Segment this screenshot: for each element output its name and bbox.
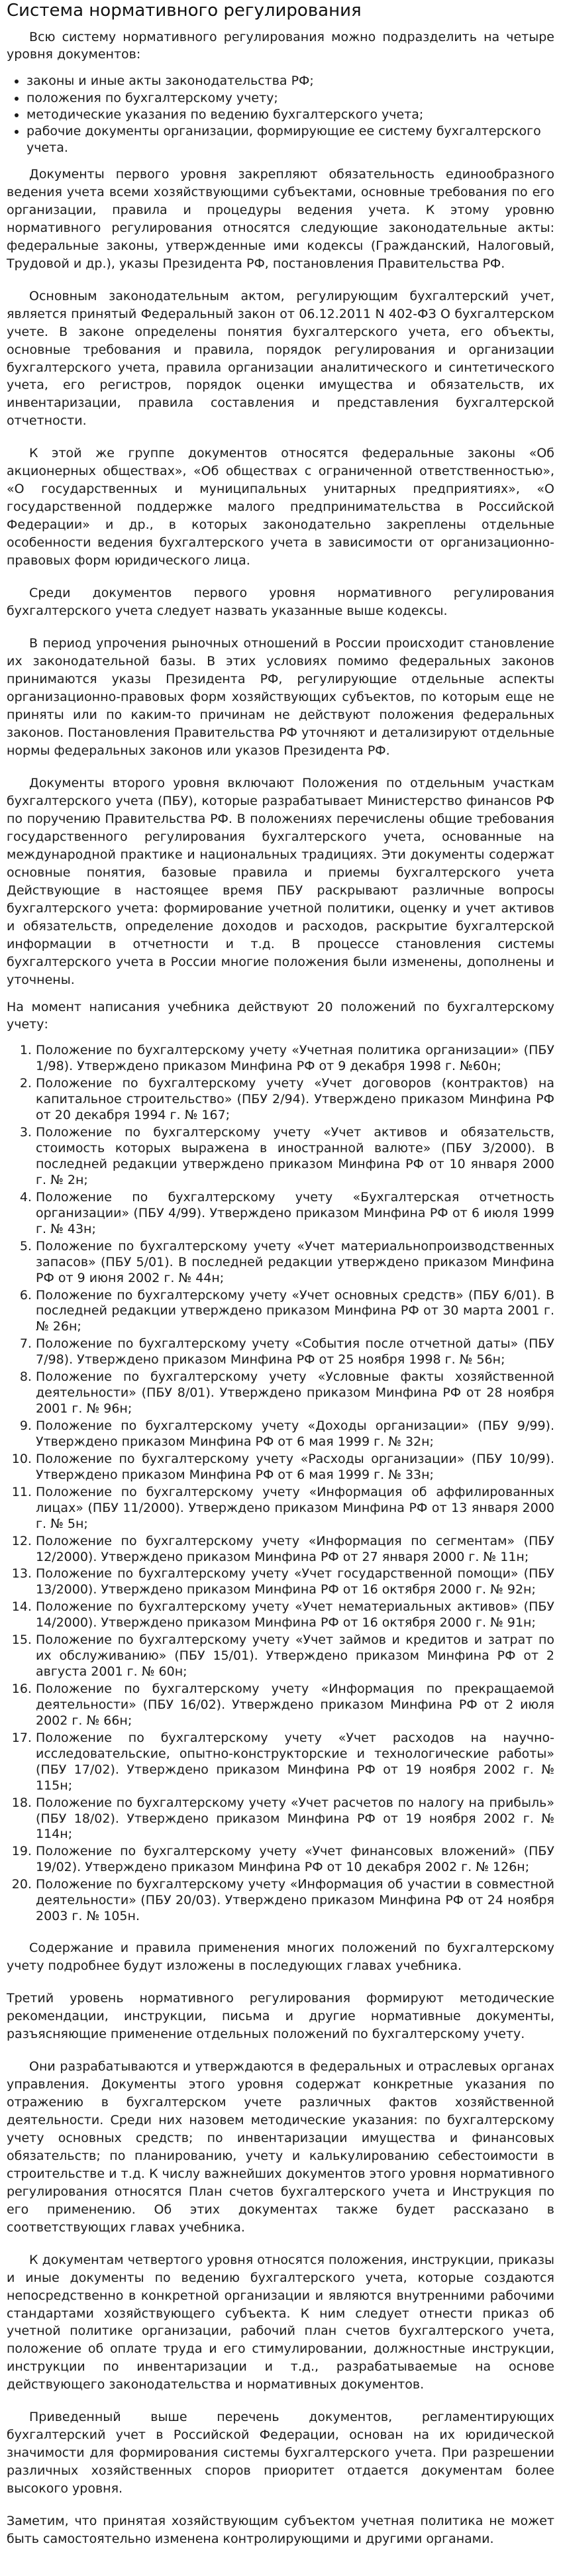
levels-list [7, 73, 554, 156]
list-item: • положения по бухгалтерскому учету; [26, 90, 554, 107]
list-item: 1. Положение по бухгалтерскому учету «Учетная политика организации» (ПБУ 1/98). Утверждено приказом Минфина РФ от 9 декабря 1998 г. №60н; [36, 1043, 554, 1075]
paragraph-pbu-note: Содержание и правила применения многих положений по бухгалтерскому учету подробнее будут изложены в последующих главах учебника. [7, 1941, 554, 1974]
list-item: 16. Положение по бухгалтерскому учету «Информация по прекращаемой деятельности» (ПБУ 16/02). Утверждено приказом Минфина РФ от 2 июля 2002 г. № 66н; [36, 1682, 554, 1729]
list-item: 17. Положение по бухгалтерскому учету «Учет расходов на научно-исследовательские, опытно-конструкторские и технологические работы» (ПБУ 17/02). Утверждено приказом Минфина РФ от 19 ноября 2002 г. № 115н; [36, 1731, 554, 1794]
paragraph-priority: Приведенный выше перечень документов, регламентирующих бухгалтерский учет в Российской Федерации, основан на их юридической значимости для формирования системы бухгалтерского учета. При разрешении различных хозяйственных споров приоритет отдается документам более высокого уровня. [7, 2410, 554, 2496]
intro-paragraph: Всю систему нормативного регулирования можно подразделить на четыре уровня документов: [7, 29, 554, 62]
list-item: 14. Положение по бухгалтерскому учету «Учет нематериальных активов» (ПБУ 14/2000). Утверждено приказом Минфина РФ от 16 октября 2000 г. № 91н; [36, 1599, 554, 1631]
list-item: 12. Положение по бухгалтерскому учету «Информация по сегментам» (ПБУ 12/2000). Утверждено приказом Минфина РФ от 27 января 2000 г. № 11н; [36, 1534, 554, 1566]
list-item: 4. Положение по бухгалтерскому учету «Бухгалтерская отчетность организации» (ПБУ 4/99). Утверждено приказом Минфина РФ от 6 июля 1999 г. № 43н; [36, 1190, 554, 1238]
pbu-list [7, 1043, 554, 1925]
paragraph-codes: Среди документов первого уровня нормативного регулирования бухгалтерского учета следует назвать указанные выше кодексы. [7, 586, 554, 619]
list-item: 5. Положение по бухгалтерскому учету «Учет материальнопроизводственных запасов» (ПБУ 5/01). В последней редакции утверждено приказом Минфина РФ от 9 июня 2002 г. № 44н; [36, 1239, 554, 1287]
list-item: 19. Положение по бухгалтерскому учету «Учет финансовых вложений» (ПБУ 19/02). Утверждено приказом Минфина РФ от 10 декабря 2002 г. № 126н; [36, 1844, 554, 1876]
pbu-intro: На момент написания учебника действуют 20 положений по бухгалтерскому учету: [7, 999, 554, 1032]
list-item: 8. Положение по бухгалтерскому учету «Условные факты хозяйственной деятельности» (ПБУ 8/01). Утверждено приказом Минфина РФ от 28 ноября 2001 г. № 96н; [36, 1369, 554, 1417]
paragraph-fourth-level: К документам четвертого уровня относятся положения, инструкции, приказы и иные документы по ведению бухгалтерского учета, которые создаются непосредственно в конкретной организации и являются внутренними рабочими стандартами хозяйствующего субъекта. К ним следует отнести приказ об учетной политике организации, рабочий план счетов бухгалтерского учета, положение об оплате труда и его стимулировании, должностные инструкции, инструкции по инвентаризации и т.д., разрабатываемые на основе действующего законодательства и нормативных документов. [7, 2252, 554, 2392]
paragraph-second-level: Документы второго уровня включают Положения по отдельным участкам бухгалтерского учета (ПБУ), которые разрабатывает Министерство финансов РФ по поручению Правительства РФ. В положениях перечислены общие требования государственного регулирования бухгалтерского учета, основанные на международной практике и национальных традициях. Эти документы содержат основные понятия, базовые правила и приемы бухгалтерского учета Действующие в настоящее время ПБУ раскрывают различные вопросы бухгалтерского учета: формирование учетной политики, оценку и учет активов и обязательств, определение доходов и расходов, раскрытие бухгалтерской информации в отчетности и т.д. В процессе становления системы бухгалтерского учета в России многие положения были изменены, дополнены и уточнены. [7, 775, 554, 987]
list-item: 11. Положение по бухгалтерскому учету «Информация об аффилированных лицах» (ПБУ 11/2000). Утверждено приказом Минфина РФ от 13 января 2000 г. № 5н; [36, 1485, 554, 1532]
list-item: 15. Положение по бухгалтерскому учету «Учет займов и кредитов и затрат по их обслуживанию» (ПБУ 15/01). Утверждено приказом Минфина РФ от 2 августа 2001 г. № 60н; [36, 1633, 554, 1680]
list-item: 3. Положение по бухгалтерскому учету «Учет активов и обязательств, стоимость которых выражена в иностранной валюте» (ПБУ 3/2000). В последней редакции утверждено приказом Минфина РФ от 10 января 2000 г. № 2н; [36, 1125, 554, 1189]
list-item: 20. Положение по бухгалтерскому учету «Информация об участии в совместной деятельности» (ПБУ 20/03). Утверждено приказом Минфина РФ от 24 ноября 2003 г. № 105н. [36, 1877, 554, 1925]
paragraph-third-level: Третий уровень нормативного регулирования формируют методические рекомендации, инструкции, письма и другие нормативные документы, разъясняющие применение отдельных положений по бухгалтерскому учету. [7, 1991, 554, 2041]
list-item: • рабочие документы организации, формирующие ее систему бухгалтерского учета. [26, 123, 554, 156]
list-item: 6. Положение по бухгалтерскому учету «Учет основных средств» (ПБУ 6/01). В последней редакции утверждено приказом Минфина РФ от 30 марта 2001 г. № 26н; [36, 1288, 554, 1336]
list-item: 9. Положение по бухгалтерскому учету «Доходы организации» (ПБУ 9/99). Утверждено приказом Минфина РФ от 6 мая 1999 г. № 32н; [36, 1419, 554, 1450]
page-title: Система нормативного регулирования [7, 1, 362, 21]
paragraph-federal-laws: К этой же группе документов относятся федеральные законы «Об акционерных обществах», «Об обществах с ограниченной ответственностью», «О государственных и муниципальных унитарных предприятиях», «О государственной поддержке малого предпринимательства в Российской Федерации» и др., в которых законодательно закреплены отдельные особенности ведения бухгалтерского учета в зависимости от организационно-правовых форм юридического лица. [7, 446, 554, 568]
list-item: 2. Положение по бухгалтерскому учету «Учет договоров (контрактов) на капитальное строительство» (ПБУ 2/94). Утверждено приказом Минфина РФ от 20 декабря 1994 г. № 167; [36, 1076, 554, 1124]
paragraph-main-law: Основным законодательным актом, регулирующим бухгалтерский учет, является принятый Федеральный закон от 06.12.2011 N 402-ФЗ О бухгалтерском учете. В законе определены понятия бухгалтерского учета, его объекты, основные требования и правила, порядок регулирования и организации бухгалтерского учета, правила организации аналитического и синтетического учета, его регистров, порядок оценки имущества и обязательств, их инвентаризации, правила составления и представления бухгалтерской отчетности. [7, 288, 554, 429]
list-item: 7. Положение по бухгалтерскому учету «События после отчетной даты» (ПБУ 7/98). Утверждено приказом Минфина РФ от 25 ноября 1998 г. № 56н; [36, 1336, 554, 1368]
paragraph-methodical: Они разрабатываются и утверждаются в федеральных и отраслевых органах управления. Документы этого уровня содержат конкретные указания по отражению в бухгалтерском учете различных фактов хозяйственной деятельности. Среди них назовем методические указания: по бухгалтерскому учету основных средств; по инвентаризации имущества и финансовых обязательств; по планированию, учету и калькулированию себестоимости в строительстве и т.д. К числу важнейших документов этого уровня нормативного регулирования относятся План счетов бухгалтерского учета и Инструкция по его применению. Об этих документах также будет рассказано в соответствующих главах учебника. [7, 2059, 554, 2235]
list-item: • методические указания по ведению бухгалтерского учета; [26, 107, 554, 123]
list-item: 18. Положение по бухгалтерскому учету «Учет расчетов по налогу на прибыль» (ПБУ 18/02). Утверждено приказом Минфина РФ от 19 ноября 2002 г. № 114н; [36, 1796, 554, 1843]
paragraph-decrees: В период упрочения рыночных отношений в России происходит становление их законодательной базы. В этих условиях помимо федеральных законов принимаются указы Президента РФ, регулирующие отдельные аспекты организационно-правовых форм хозяйствующих субъектов, по которым еще не приняты или по каким-то причинам не действуют положения федеральных законов. Постановления Правительства РФ уточняют и детализируют отдельные нормы федеральных законов или указов Президента РФ. [7, 636, 554, 758]
list-item: • законы и иные акты законодательства РФ; [26, 73, 554, 89]
paragraph-first-level: Документы первого уровня закрепляют обязательность единообразного ведения учета всеми хозяйствующими субъектами, основные требования по его организации, правила и процедуры ведения учета. К этому уровню нормативного регулирования относятся следующие законодательные акты: федеральные законы, утвержденные ими кодексы (Гражданский, Налоговый, Трудовой и др.), указы Президента РФ, постановления Правительства РФ. [7, 166, 554, 271]
list-item: 13. Положение по бухгалтерскому учету «Учет государственной помощи» (ПБУ 13/2000). Утверждено приказом Минфина РФ от 16 октября 2000 г. № 92н; [36, 1566, 554, 1598]
list-item: 10. Положение по бухгалтерскому учету «Расходы организации» (ПБУ 10/99). Утверждено приказом Минфина РФ от 6 мая 1999 г. № 33н; [36, 1452, 554, 1483]
paragraph-policy-note: Заметим, что принятая хозяйствующим субъектом учетная политика не может быть самостоятельно изменена контролирующими и другими органами. [7, 2514, 554, 2547]
